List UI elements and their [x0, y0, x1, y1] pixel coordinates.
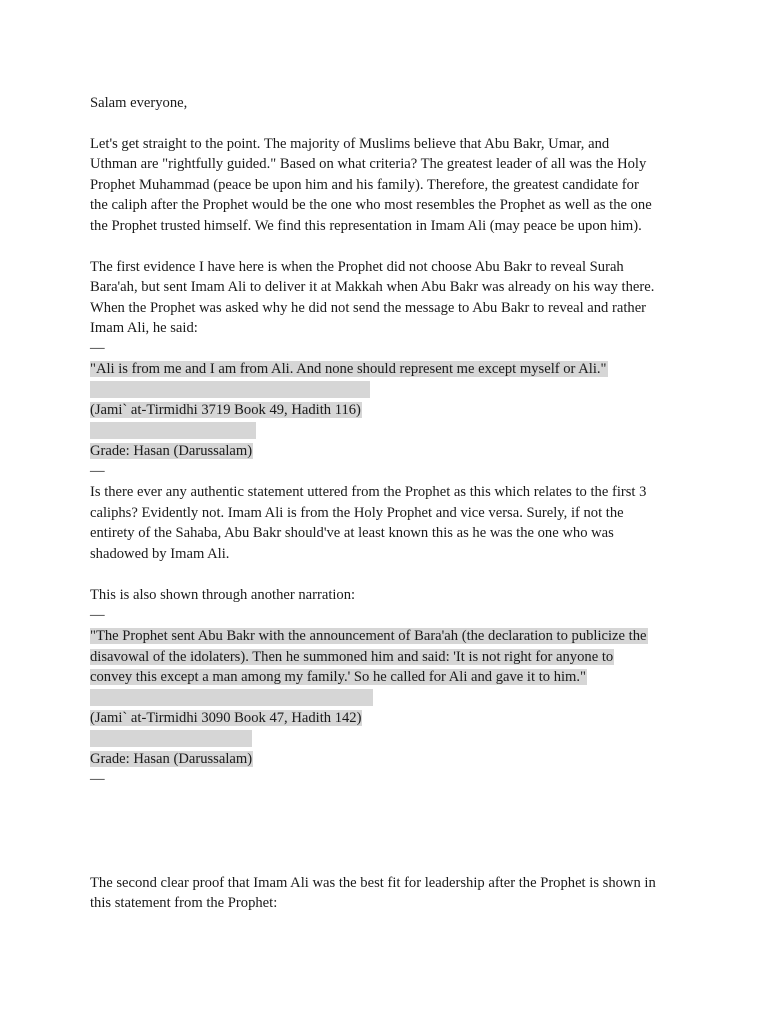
paragraph-narration-intro: This is also shown through another narration:	[90, 587, 356, 603]
paragraph-line: Prophet Muhammad (peace be upon him and his family). Therefore, the greatest candidate for	[90, 177, 639, 193]
greeting: Salam everyone,	[90, 95, 188, 111]
paragraph-line: Bara'ah, but sent Imam Ali to deliver it at Makkah when Abu Bakr was already on his way there.	[90, 279, 655, 295]
paragraph-line: Let's get straight to the point. The majority of Muslims believe that Abu Bakr, Umar, and	[90, 136, 610, 152]
paragraph-line: the Prophet trusted himself. We find this representation in Imam Ali (may peace be upon him).	[90, 218, 642, 234]
paragraph-line: The first evidence I have here is when the Prophet did not choose Abu Bakr to reveal Surah	[90, 259, 624, 275]
paragraph-line: the caliph after the Prophet would be the one who most resembles the Prophet as well as the one	[90, 197, 652, 213]
quote-reference: (Jami` at-Tirmidhi 3090 Book 47, Hadith 142)	[90, 710, 362, 726]
highlight-bar	[90, 689, 373, 706]
separator-dash: —	[90, 607, 105, 623]
paragraph-line: Uthman are "rightfully guided." Based on what criteria? The greatest leader of all was the Holy	[90, 156, 647, 172]
quote-text: "The Prophet sent Abu Bakr with the announcement of Bara'ah (the declaration to publicize the	[90, 628, 647, 644]
highlight-bar	[90, 381, 370, 398]
separator-dash: —	[90, 340, 105, 356]
quote-grade: Grade: Hasan (Darussalam)	[90, 443, 253, 459]
paragraph-line: caliphs? Evidently not. Imam Ali is from the Holy Prophet and vice versa. Surely, if not the	[90, 505, 624, 521]
paragraph-line: entirety of the Sahaba, Abu Bakr should've at least known this as he was the one who was	[90, 525, 614, 541]
quote-reference: (Jami` at-Tirmidhi 3719 Book 49, Hadith 116)	[90, 402, 361, 418]
quote-text: convey this except a man among my family.' So he called for Ali and gave it to him."	[90, 669, 587, 685]
separator-dash: —	[90, 463, 105, 479]
quote-grade: Grade: Hasan (Darussalam)	[90, 751, 253, 767]
paragraph-line: Imam Ali, he said:	[90, 320, 198, 336]
paragraph-line: this statement from the Prophet:	[90, 895, 278, 911]
highlight-bar	[90, 730, 252, 747]
quote-text: "Ali is from me and I am from Ali. And none should represent me except myself or Ali."	[90, 361, 607, 377]
paragraph-line: The second clear proof that Imam Ali was the best fit for leadership after the Prophet is shown in	[90, 875, 656, 891]
paragraph-line: shadowed by Imam Ali.	[90, 546, 230, 562]
paragraph-line: When the Prophet was asked why he did not send the message to Abu Bakr to reveal and rather	[90, 300, 647, 316]
paragraph-line: Is there ever any authentic statement uttered from the Prophet as this which relates to the first 3	[90, 484, 647, 500]
quote-text: disavowal of the idolaters). Then he summoned him and said: 'It is not right for anyone to	[90, 649, 614, 665]
highlight-bar	[90, 422, 256, 439]
separator-dash: —	[90, 771, 105, 787]
